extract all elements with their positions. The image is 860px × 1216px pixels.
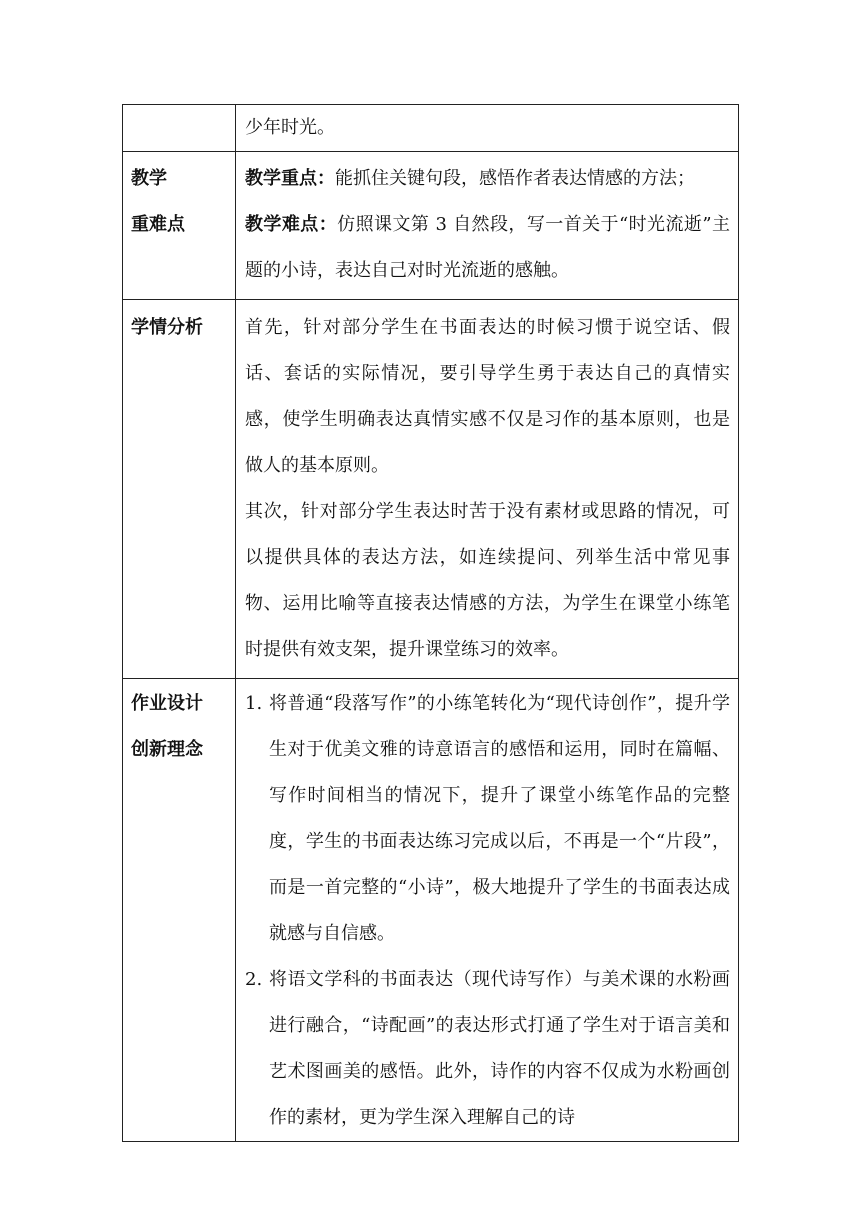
content-cell — [236, 300, 739, 679]
content-cell — [236, 152, 739, 300]
row-label-line1: 作业设计 — [131, 693, 203, 714]
table-row — [123, 679, 739, 1142]
continued-text: 少年时光。 — [245, 117, 335, 138]
row-label-line2: 创新理念 — [131, 739, 203, 760]
label-cell-key-difficult — [123, 152, 236, 300]
list-text: 将语文学科的书面表达（现代诗写作）与美术课的水粉画进行融合，“诗配画”的表达形式打通了学生对于语言美和艺术图画美的感悟。此外，诗作的内容不仅成为水粉画创作的素材，更为学生深入理解自己的诗 — [269, 969, 730, 1128]
table-row — [123, 152, 739, 300]
table-row — [123, 105, 739, 152]
key-point-paragraph — [245, 156, 730, 202]
list-number: 2. — [245, 969, 263, 990]
content-cell — [236, 679, 739, 1142]
list-item — [245, 681, 730, 957]
content-cell — [236, 105, 739, 152]
row-label: 学情分析 — [131, 317, 203, 338]
difficulty-text: 仿照课文第 3 自然段，写一首关于“时光流逝”主题的小诗，表达自己对时光流逝的感触。 — [245, 214, 730, 281]
row-label-line2: 重难点 — [131, 214, 185, 235]
difficulty-paragraph — [245, 202, 730, 294]
key-point-label: 教学重点： — [245, 168, 335, 189]
row-label-line1: 教学 — [131, 168, 167, 189]
list-number: 1. — [245, 693, 263, 714]
label-cell-analysis — [123, 300, 236, 679]
label-cell-design — [123, 679, 236, 1142]
analysis-paragraph-2: 其次，针对部分学生表达时苦于没有素材或思路的情况，可以提供具体的表达方法，如连续提问、列举生活中常见事物、运用比喻等直接表达情感的方法，为学生在课堂小练笔时提供有效支架，提升课堂练习的效率。 — [245, 501, 730, 660]
label-cell-empty — [123, 105, 236, 152]
lesson-plan-table — [122, 104, 739, 1142]
list-item — [245, 957, 730, 1141]
analysis-paragraph-1: 首先，针对部分学生在书面表达的时候习惯于说空话、假话、套话的实际情况，要引导学生勇于表达自己的真情实感，使学生明确表达真情实感不仅是习作的基本原则，也是做人的基本原则。 — [245, 317, 730, 476]
key-point-text: 能抓住关键句段，感悟作者表达情感的方法； — [335, 168, 695, 189]
list-text: 将普通“段落写作”的小练笔转化为“现代诗创作”，提升学生对于优美文雅的诗意语言的感悟和运用，同时在篇幅、写作时间相当的情况下，提升了课堂小练笔作品的完整度，学生的书面表达练习完成以后，不再是一个“片段”，而是一首完整的“小诗”，极大地提升了学生的书面表达成就感与自信感。 — [269, 693, 730, 944]
difficulty-label: 教学难点： — [245, 214, 338, 235]
table-row — [123, 300, 739, 679]
